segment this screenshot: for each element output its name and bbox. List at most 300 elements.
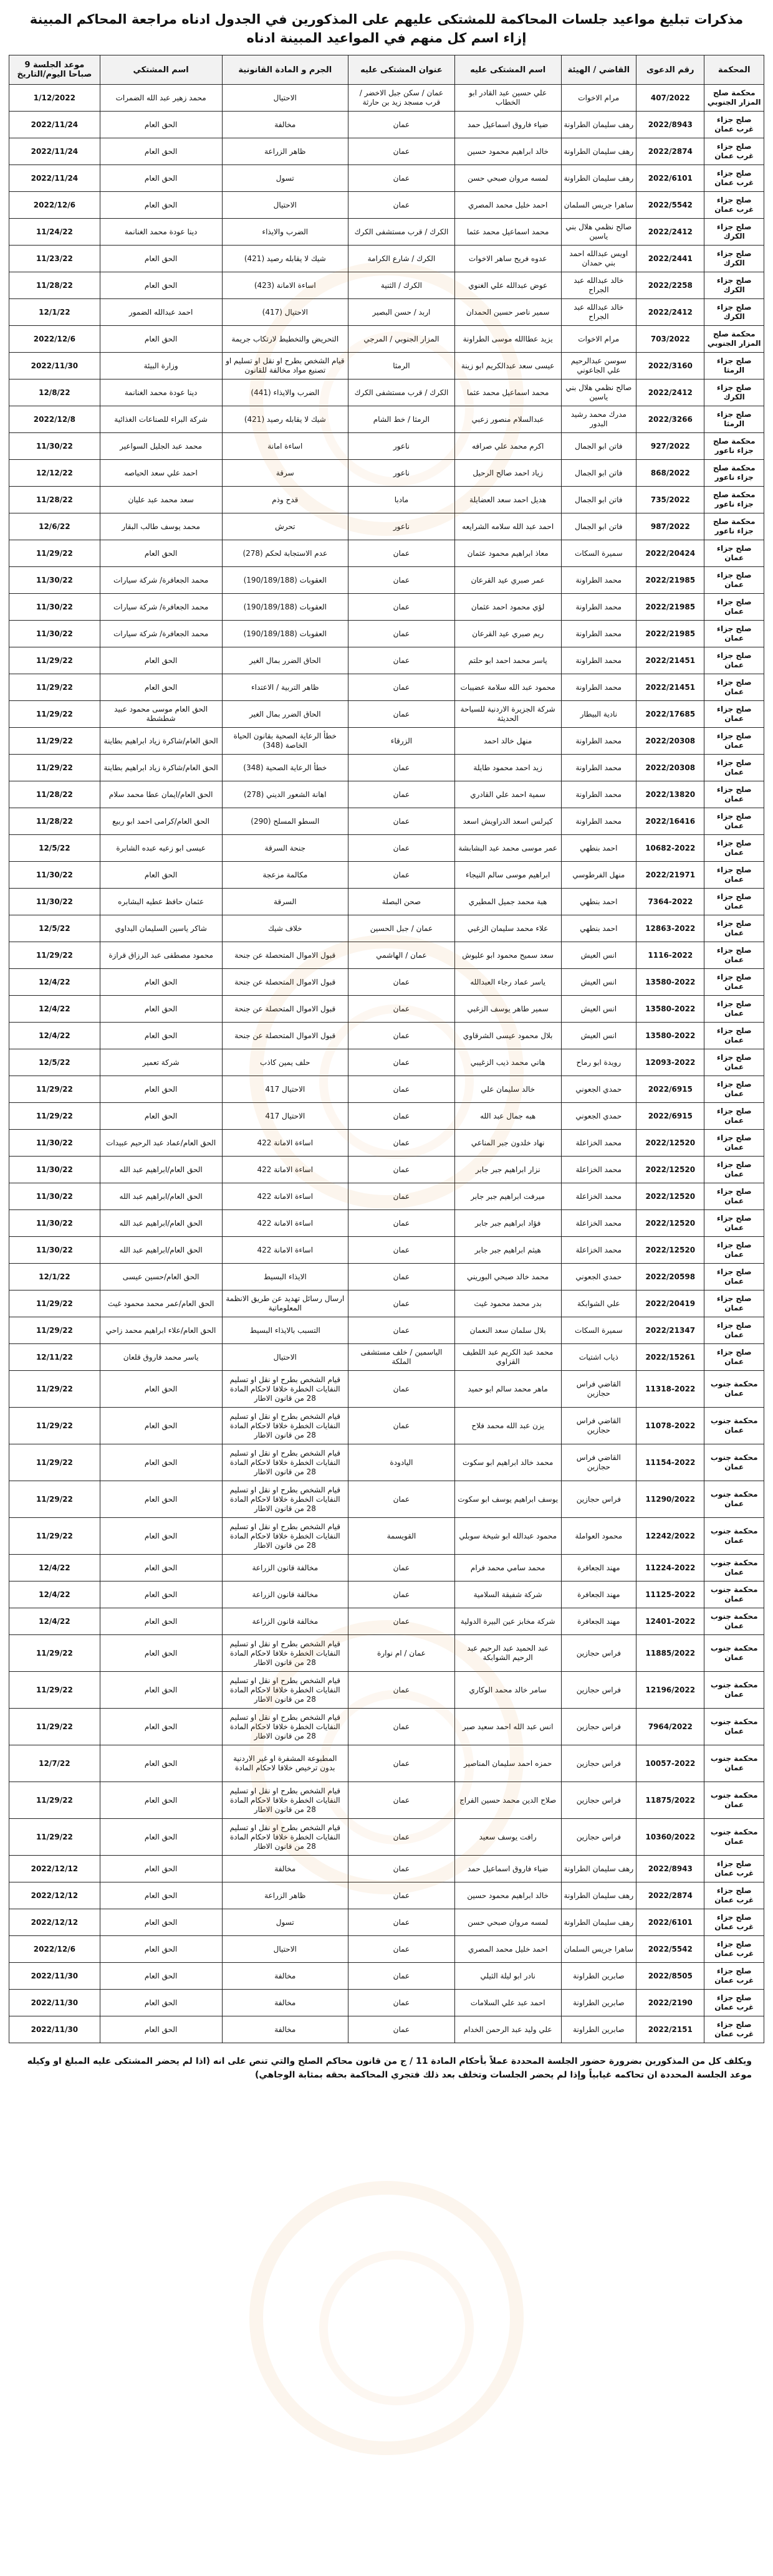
cell-session-date: 11/24/22 (9, 219, 100, 246)
cell-court: صلح جزاء عمان (704, 1210, 764, 1237)
table-row (9, 1264, 764, 1290)
cell-case-number: 13580-2022 (636, 996, 704, 1023)
cell-court: صلح جزاء عمان (704, 969, 764, 996)
cell-plaintiff: الحق العام (100, 1555, 222, 1581)
cell-address: عمان (348, 755, 455, 781)
cell-judge: القاضي فراس حجازين (561, 1408, 636, 1444)
cell-charge: مخالفة (222, 1963, 348, 1990)
cell-court: صلح جزاء غرب عمان (704, 192, 764, 219)
cell-charge: الضرب والايذاء (441) (222, 379, 348, 406)
cell-charge: خلاف شيك (222, 915, 348, 942)
cell-case-number: 703/2022 (636, 326, 704, 353)
cell-defendant: بدر محمد محمود غيث (454, 1290, 561, 1317)
table-row (9, 996, 764, 1023)
cell-session-date: 11/29/22 (9, 1408, 100, 1444)
cell-session-date: 2022/12/6 (9, 326, 100, 353)
cell-charge: اساءة الامانة 422 (222, 1130, 348, 1157)
cell-plaintiff: سعد محمد عبد عليان (100, 487, 222, 513)
cell-defendant: ضياء فاروق اسماعيل حمد (454, 1856, 561, 1882)
cell-court: محكمة جنوب عمان (704, 1672, 764, 1709)
cell-case-number: 2022/2412 (636, 219, 704, 246)
cell-case-number: 13580-2022 (636, 1023, 704, 1049)
cell-court: صلح جزاء عمان (704, 1344, 764, 1371)
cell-judge: ساهرا جريس السلمان (561, 1936, 636, 1963)
cell-charge: عدم الاستجابة لحكم (278) (222, 540, 348, 567)
header-address: عنوان المشتكى عليه (348, 55, 455, 85)
cell-address: صحن البصلة (348, 889, 455, 915)
cell-judge: انس العيش (561, 1023, 636, 1049)
cell-plaintiff: الحق العام (100, 1909, 222, 1936)
table-row (9, 192, 764, 219)
cell-court: صلح جزاء غرب عمان (704, 1990, 764, 2016)
cell-session-date: 11/29/22 (9, 647, 100, 674)
cell-plaintiff: شاكر ياسين السليمان البداوي (100, 915, 222, 942)
table-row (9, 808, 764, 835)
cell-case-number: 11154-2022 (636, 1444, 704, 1481)
cell-case-number: 2022/21985 (636, 567, 704, 594)
cell-address: عمان / سكن جبل الاخضر / قرب مسجد زيد بن حارثة (348, 85, 455, 112)
cell-case-number: 2022/8505 (636, 1963, 704, 1990)
cell-plaintiff: الحق العام (100, 1745, 222, 1782)
cell-judge: فاتن ابو الجمال (561, 460, 636, 487)
table-row (9, 353, 764, 379)
header-case-number: رقم الدعوى (636, 55, 704, 85)
cell-judge: انس العيش (561, 996, 636, 1023)
cell-session-date: 11/28/22 (9, 272, 100, 299)
cell-case-number: 2022/21451 (636, 674, 704, 701)
cell-charge: قيام الشخص بطرح او نقل او تسليم النفايات الخطرة خلافا لاحكام المادة 28 من قانون الاطار (222, 1408, 348, 1444)
cell-judge: القاضي فراس حجازين (561, 1444, 636, 1481)
cell-charge: مخالفة (222, 1856, 348, 1882)
cell-session-date: 11/29/22 (9, 1317, 100, 1344)
table-row (9, 915, 764, 942)
cell-session-date: 2022/12/12 (9, 1909, 100, 1936)
cell-case-number: 2022/8943 (636, 112, 704, 138)
table-row (9, 755, 764, 781)
cell-court: محكمة صلح المزار الجنوبي (704, 85, 764, 112)
cell-case-number: 2022/12520 (636, 1210, 704, 1237)
cell-charge: قيام الشخص بطرح او نقل او تسليم او تصنيع مواد مخالفة للقانون (222, 353, 348, 379)
cell-plaintiff: ياسر محمد فاروق قلعان (100, 1344, 222, 1371)
cell-charge: تسول (222, 165, 348, 192)
cell-address: عمان (348, 1936, 455, 1963)
cell-judge: صالح نظمي هلال بني ياسين (561, 219, 636, 246)
cell-session-date: 11/28/22 (9, 487, 100, 513)
cell-case-number: 2022/2874 (636, 138, 704, 165)
cell-address: عمان (348, 862, 455, 889)
table-row (9, 1518, 764, 1555)
cell-court: صلح جزاء غرب عمان (704, 1963, 764, 1990)
cell-charge: اساءة الامانة 422 (222, 1157, 348, 1183)
cell-plaintiff: الحق العام (100, 1481, 222, 1518)
cell-plaintiff: الحق العام (100, 969, 222, 996)
cell-defendant: احمد عبد علي السلامات (454, 1990, 561, 2016)
cell-court: صلح جزاء عمان (704, 567, 764, 594)
header-judge: القاضي / الهيئة (561, 55, 636, 85)
cell-address: عمان (348, 1210, 455, 1237)
table-row (9, 674, 764, 701)
cell-charge: قبول الاموال المتحصلة عن جنحة (222, 996, 348, 1023)
cell-charge: اساءة الامانة (423) (222, 272, 348, 299)
cell-case-number: 2022/12520 (636, 1130, 704, 1157)
cell-court: صلح جزاء غرب عمان (704, 2016, 764, 2043)
cell-judge: حمدي الجعوني (561, 1103, 636, 1130)
cell-case-number: 2022/5542 (636, 1936, 704, 1963)
cell-charge: الاحتيال 417 (222, 1103, 348, 1130)
cell-judge: سميرة السكات (561, 540, 636, 567)
cell-address: عمان (348, 1709, 455, 1745)
cell-court: محكمة جنوب عمان (704, 1608, 764, 1635)
table-row (9, 487, 764, 513)
cell-case-number: 2022/6915 (636, 1103, 704, 1130)
cell-address: عمان (348, 1237, 455, 1264)
cell-case-number: 11318-2022 (636, 1371, 704, 1408)
cell-court: محكمة جنوب عمان (704, 1709, 764, 1745)
table-row (9, 2016, 764, 2043)
cell-court: صلح جزاء عمان (704, 621, 764, 647)
cell-court: صلح جزاء عمان (704, 996, 764, 1023)
cell-plaintiff: محمد الجعافرة/ شركة سيارات (100, 567, 222, 594)
cell-defendant: سامر خالد محمد الوكاري (454, 1672, 561, 1709)
cell-session-date: 11/30/22 (9, 889, 100, 915)
cell-judge: رهف سليمان الطراونة (561, 165, 636, 192)
cell-session-date: 11/29/22 (9, 1635, 100, 1672)
cell-address: عمان (348, 1157, 455, 1183)
table-row (9, 969, 764, 996)
cell-plaintiff: الحق العام (100, 1023, 222, 1049)
cell-judge: اويس عبدالله احمد بني حمدان (561, 246, 636, 272)
cell-case-number: 2022/21985 (636, 594, 704, 621)
table-row (9, 1856, 764, 1882)
table-row (9, 138, 764, 165)
cell-address: اربد / حسن البصير (348, 299, 455, 326)
cell-defendant: محمود عبد الله سلامة عضيبات (454, 674, 561, 701)
cell-session-date: 12/4/22 (9, 1581, 100, 1608)
cell-address: عمان (348, 138, 455, 165)
cell-session-date: 2022/12/8 (9, 406, 100, 433)
cell-address: عمان (348, 969, 455, 996)
table-row (9, 1635, 764, 1672)
cell-session-date: 11/29/22 (9, 674, 100, 701)
cell-court: محكمة جنوب عمان (704, 1518, 764, 1555)
cell-judge: مدرك محمد رشيد البدور (561, 406, 636, 433)
cell-court: محكمة جنوب عمان (704, 1635, 764, 1672)
cell-session-date: 11/29/22 (9, 1103, 100, 1130)
cell-address: عمان (348, 1745, 455, 1782)
cell-session-date: 12/4/22 (9, 1608, 100, 1635)
table-row (9, 1103, 764, 1130)
cell-court: صلح جزاء عمان (704, 755, 764, 781)
table-row (9, 621, 764, 647)
cell-defendant: سمير طاهر يوسف الزغبي (454, 996, 561, 1023)
cell-charge: قيام الشخص بطرح او نقل او تسليم النفايات الخطرة خلافا لاحكام المادة 28 من قانون الاطار (222, 1709, 348, 1745)
cell-plaintiff: عيسى ابو زعيه عبده الشابرة (100, 835, 222, 862)
cell-charge: الايذاء البسيط (222, 1264, 348, 1290)
cell-charge: السطو المسلح (290) (222, 808, 348, 835)
cell-case-number: 407/2022 (636, 85, 704, 112)
cell-address: عمان (348, 1481, 455, 1518)
cell-judge: سوسن عبدالرحيم علي الجاعوني (561, 353, 636, 379)
cell-charge: شيك لا يقابله رصيد (421) (222, 406, 348, 433)
cell-court: صلح جزاء غرب عمان (704, 112, 764, 138)
cell-plaintiff: دينا عودة محمد الغنانمة (100, 379, 222, 406)
cell-charge: مخالفة قانون الزراعة (222, 1608, 348, 1635)
cell-address: عمان (348, 1023, 455, 1049)
cell-defendant: عدوه فريح ساهر الاخوات (454, 246, 561, 272)
cell-charge: الاحتيال (222, 192, 348, 219)
cell-address: الرمثا (348, 353, 455, 379)
cell-court: صلح جزاء الرمثا (704, 406, 764, 433)
cell-address: عمان / الهاشمي (348, 942, 455, 969)
cell-address: عمان / ام نوارة (348, 1635, 455, 1672)
cell-judge: مهند الجعافرة (561, 1555, 636, 1581)
cell-charge: قيام الشخص بطرح او نقل او تسليم النفايات الخطرة خلافا لاحكام المادة 28 من قانون الاطار (222, 1782, 348, 1819)
cell-defendant: علي وليد عبد الرحمن الخدام (454, 2016, 561, 2043)
table-row (9, 406, 764, 433)
cell-session-date: 11/29/22 (9, 1444, 100, 1481)
cell-session-date: 11/29/22 (9, 755, 100, 781)
cell-judge: انس العيش (561, 942, 636, 969)
cell-address: عمان (348, 594, 455, 621)
cell-court: محكمة جنوب عمان (704, 1782, 764, 1819)
cell-court: صلح جزاء عمان (704, 594, 764, 621)
cell-judge: فاتن ابو الجمال (561, 433, 636, 460)
cell-judge: محمد الخزاعلة (561, 1157, 636, 1183)
cell-case-number: 1116-2022 (636, 942, 704, 969)
cell-address: الرمثا / خط الشام (348, 406, 455, 433)
cell-court: صلح جزاء الكرك (704, 219, 764, 246)
cell-judge: انس العيش (561, 969, 636, 996)
cell-session-date: 11/28/22 (9, 808, 100, 835)
cell-charge: تسول (222, 1909, 348, 1936)
cell-case-number: 11078-2022 (636, 1408, 704, 1444)
table-row (9, 1672, 764, 1709)
cell-address: عمان (348, 647, 455, 674)
cell-session-date: 11/30/22 (9, 1157, 100, 1183)
cell-session-date: 11/30/22 (9, 567, 100, 594)
cell-judge: حمدي الجعوني (561, 1264, 636, 1290)
cell-charge: شيك لا يقابله رصيد (421) (222, 246, 348, 272)
cell-plaintiff: الحق العام (100, 1672, 222, 1709)
cell-session-date: 11/29/22 (9, 728, 100, 755)
cell-judge: سميرة السكات (561, 1317, 636, 1344)
cell-judge: رهف سليمان الطراونة (561, 112, 636, 138)
cell-plaintiff: الحق العام (100, 1856, 222, 1882)
cell-charge: قيام الشخص بطرح او نقل او تسليم النفايات الخطرة خلافا لاحكام المادة 28 من قانون الاطار (222, 1444, 348, 1481)
cell-defendant: هبه جمال عبد الله (454, 1103, 561, 1130)
hearings-table (9, 55, 764, 2043)
cell-defendant: زياد احمد صالح الرحيل (454, 460, 561, 487)
cell-judge: ذياب اشتيات (561, 1344, 636, 1371)
cell-case-number: 2022/15261 (636, 1344, 704, 1371)
cell-plaintiff: الحق العام (100, 1444, 222, 1481)
table-body (9, 85, 764, 2043)
table-row (9, 1963, 764, 1990)
cell-session-date: 2022/12/12 (9, 1882, 100, 1909)
cell-defendant: عيسى سعد عبدالكريم ابو زينة (454, 353, 561, 379)
cell-plaintiff: الحق العام (100, 1103, 222, 1130)
cell-defendant: نزار ابراهيم جبر جابر (454, 1157, 561, 1183)
cell-defendant: شركة الجزيرة الاردنية للسياحة الحديثة (454, 701, 561, 728)
cell-charge: قبول الاموال المتحصلة عن جنحة (222, 942, 348, 969)
cell-plaintiff: الحق العام/شاكرة زياد ابراهيم بطاينة (100, 728, 222, 755)
cell-defendant: احمد عبد الله سلامه الشرايعه (454, 513, 561, 540)
table-row (9, 299, 764, 326)
cell-judge: رهف سليمان الطراونة (561, 1882, 636, 1909)
cell-case-number: 10057-2022 (636, 1745, 704, 1782)
table-row (9, 112, 764, 138)
cell-court: صلح جزاء الكرك (704, 299, 764, 326)
cell-charge: مكالمة مزعجة (222, 862, 348, 889)
table-row (9, 1408, 764, 1444)
cell-charge: اساءة الامانة 422 (222, 1237, 348, 1264)
table-row (9, 1237, 764, 1264)
cell-address: عمان (348, 781, 455, 808)
cell-charge: مخالفة قانون الزراعة (222, 1555, 348, 1581)
cell-case-number: 2022/20419 (636, 1290, 704, 1317)
table-row (9, 272, 764, 299)
cell-address: عمان (348, 2016, 455, 2043)
cell-address: عمان (348, 567, 455, 594)
cell-case-number: 2022/12520 (636, 1157, 704, 1183)
cell-judge: محمد الخزاعلة (561, 1210, 636, 1237)
cell-judge: صابرين الطراونة (561, 1990, 636, 2016)
cell-court: صلح جزاء الكرك (704, 379, 764, 406)
cell-plaintiff: شركة تعمير (100, 1049, 222, 1076)
cell-session-date: 12/5/22 (9, 915, 100, 942)
cell-plaintiff: محمد الجعافرة/ شركة سيارات (100, 621, 222, 647)
cell-charge: مخالفة (222, 112, 348, 138)
cell-charge: الاحتيال 417 (222, 1076, 348, 1103)
cell-defendant: ياسر محمد احمد ابو حلتم (454, 647, 561, 674)
cell-court: صلح جزاء الكرك (704, 246, 764, 272)
cell-session-date: 11/29/22 (9, 1076, 100, 1103)
cell-judge: محمد الطراونة (561, 647, 636, 674)
cell-defendant: ماهر محمد سالم ابو حميد (454, 1371, 561, 1408)
cell-defendant: اكرم محمد علي صرافه (454, 433, 561, 460)
table-row (9, 85, 764, 112)
cell-charge: خطأ الرعاية الصحية بقانون الحياة الخاصة (348) (222, 728, 348, 755)
cell-session-date: 12/11/22 (9, 1344, 100, 1371)
cell-case-number: 2022/20308 (636, 755, 704, 781)
cell-charge: العقوبات (190/189/188) (222, 621, 348, 647)
cell-session-date: 11/30/22 (9, 862, 100, 889)
cell-address: عمان (348, 1264, 455, 1290)
table-row (9, 540, 764, 567)
cell-session-date: 11/30/22 (9, 594, 100, 621)
cell-session-date: 12/1/22 (9, 299, 100, 326)
cell-charge: تحرش (222, 513, 348, 540)
table-row (9, 1481, 764, 1518)
cell-defendant: حمزه احمد سليمان المناصير (454, 1745, 561, 1782)
cell-plaintiff: الحق العام (100, 1518, 222, 1555)
cell-defendant: لمسه مروان صبحي حسن (454, 165, 561, 192)
cell-plaintiff: الحق العام (100, 1581, 222, 1608)
cell-judge: القاضي فراس حجازين (561, 1371, 636, 1408)
cell-defendant: علاء محمد سليمان الزغبي (454, 915, 561, 942)
cell-court: صلح جزاء عمان (704, 1049, 764, 1076)
table-row (9, 862, 764, 889)
cell-charge: ظاهر الزراعة (222, 1882, 348, 1909)
table-row (9, 513, 764, 540)
cell-address: عمان (348, 1103, 455, 1130)
cell-address: الكرك / قرب مستشفى الكرك (348, 379, 455, 406)
cell-defendant: نهاد خلدون جبر المناعي (454, 1130, 561, 1157)
table-row (9, 1819, 764, 1856)
cell-case-number: 12196/2022 (636, 1672, 704, 1709)
table-row (9, 701, 764, 728)
cell-case-number: 2022/13820 (636, 781, 704, 808)
cell-address: عمان (348, 1290, 455, 1317)
cell-plaintiff: محمد زهير عبد الله الضمرات (100, 85, 222, 112)
table-row (9, 1782, 764, 1819)
cell-charge: التسبب بالايذاء البسيط (222, 1317, 348, 1344)
cell-case-number: 2022/2441 (636, 246, 704, 272)
cell-plaintiff: الحق العام (100, 996, 222, 1023)
cell-plaintiff: الحق العام/عماد عبد الرحيم عبيدات (100, 1130, 222, 1157)
cell-court: صلح جزاء عمان (704, 781, 764, 808)
cell-charge: ارسال رسائل تهديد عن طريق الانظمة المعلوماتية (222, 1290, 348, 1317)
cell-judge: صابرين الطراونة (561, 2016, 636, 2043)
cell-court: محكمة صلح جزاء ناعور (704, 460, 764, 487)
table-row (9, 1936, 764, 1963)
cell-defendant: صلاح الدين محمد حسين الفراج (454, 1782, 561, 1819)
header-session-date: موعد الجلسة 9 صباحا اليوم/التاريخ (9, 55, 100, 85)
cell-session-date: 2022/12/12 (9, 1856, 100, 1882)
cell-case-number: 2022/2190 (636, 1990, 704, 2016)
cell-address: عمان (348, 1909, 455, 1936)
cell-plaintiff: شركة البراء للصناعات الغذائية (100, 406, 222, 433)
table-row (9, 567, 764, 594)
cell-case-number: 7364-2022 (636, 889, 704, 915)
cell-judge: رهف سليمان الطراونة (561, 138, 636, 165)
cell-plaintiff: احمد علي سعد الحياصه (100, 460, 222, 487)
cell-case-number: 11290/2022 (636, 1481, 704, 1518)
cell-session-date: 12/5/22 (9, 835, 100, 862)
cell-defendant: نادر ابو ليلة الثيلي (454, 1963, 561, 1990)
cell-session-date: 2022/11/24 (9, 138, 100, 165)
cell-session-date: 11/29/22 (9, 942, 100, 969)
cell-defendant: محمد اسماعيل محمد عثما (454, 379, 561, 406)
cell-judge: فراس حجازين (561, 1745, 636, 1782)
cell-session-date: 11/29/22 (9, 1819, 100, 1856)
cell-court: صلح جزاء عمان (704, 674, 764, 701)
document-title: مذكرات تبليغ مواعيد جلسات المحاكمة للمشتكى عليهم على المذكورين في الجدول ادناه مراجعة المحاكم المبينة إزاء اسم كل منهم في المواعيد المبينة ادناه (29, 12, 744, 45)
cell-charge: ظاهر الزراعة (222, 138, 348, 165)
cell-defendant: سمير ناصر حسين الحمدان (454, 299, 561, 326)
cell-plaintiff: وزارة البيئة (100, 353, 222, 379)
table-row (9, 781, 764, 808)
cell-session-date: 2022/12/6 (9, 1936, 100, 1963)
cell-court: صلح جزاء عمان (704, 1237, 764, 1264)
cell-plaintiff: الحق العام (100, 1608, 222, 1635)
cell-court: صلح جزاء غرب عمان (704, 1909, 764, 1936)
cell-case-number: 2022/12520 (636, 1237, 704, 1264)
cell-plaintiff: الحق العام موسى محمود عبيد شطشطة (100, 701, 222, 728)
cell-court: محكمة صلح جزاء ناعور (704, 433, 764, 460)
cell-judge: فراس حجازين (561, 1782, 636, 1819)
cell-address: ناعور (348, 460, 455, 487)
cell-defendant: ابراهيم موسى سالم النيجاء (454, 862, 561, 889)
cell-session-date: 2022/11/30 (9, 2016, 100, 2043)
cell-session-date: 12/4/22 (9, 1023, 100, 1049)
cell-charge: قبول الاموال المتحصلة عن جنحة (222, 969, 348, 996)
cell-plaintiff: الحق العام (100, 112, 222, 138)
cell-session-date: 12/4/22 (9, 996, 100, 1023)
cell-defendant: لؤي محمود احمد عثمان (454, 594, 561, 621)
cell-court: صلح جزاء عمان (704, 889, 764, 915)
cell-session-date: 11/29/22 (9, 1371, 100, 1408)
